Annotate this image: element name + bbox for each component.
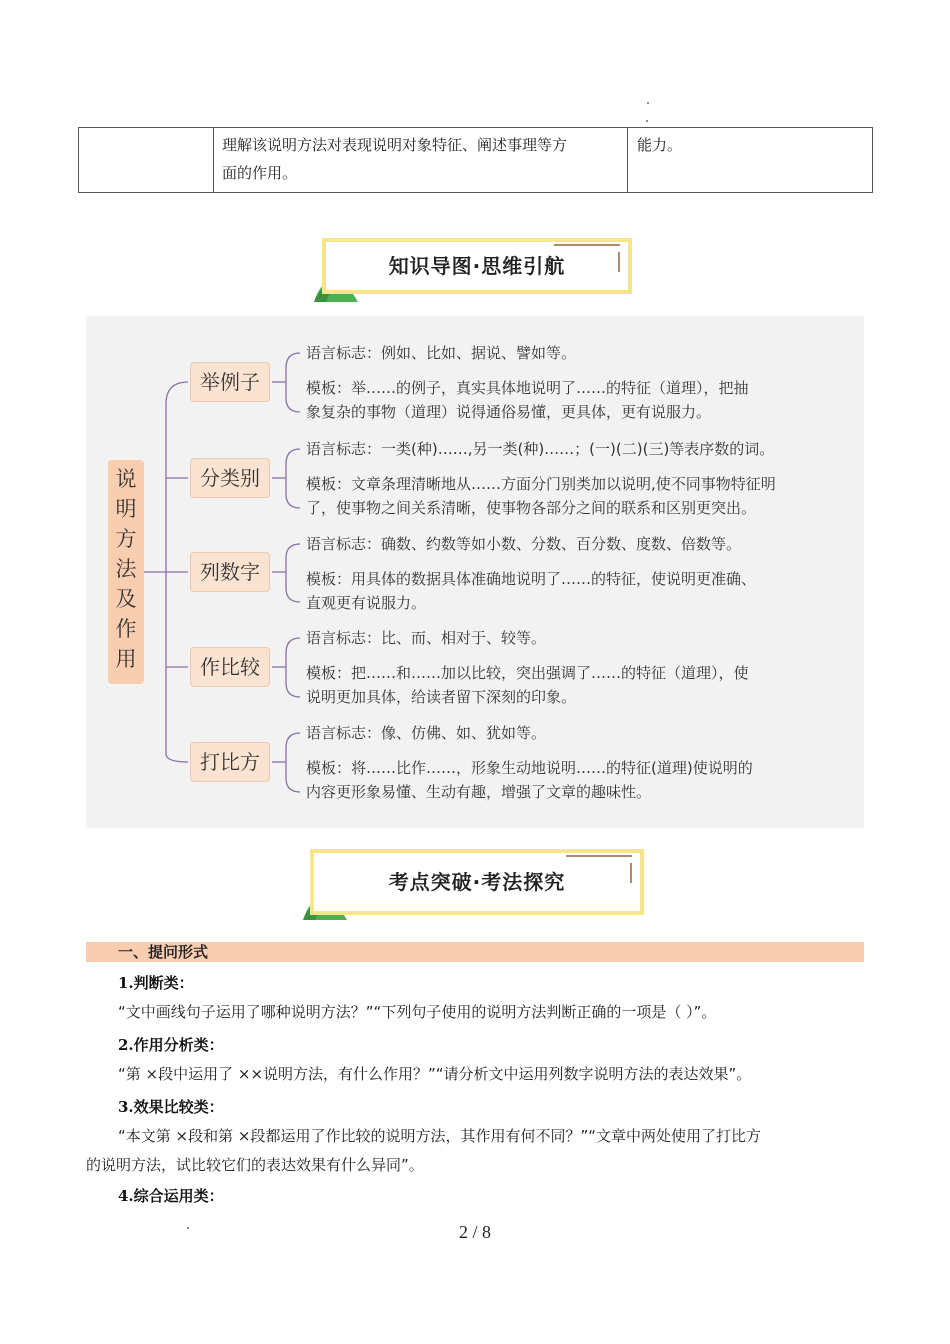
item-heading: 3.效果比较类： xyxy=(118,1098,224,1116)
mind-map-root xyxy=(108,460,144,684)
leaf-marker-line: 语言标志：例如、比如、据说、譬如等。 xyxy=(306,344,577,362)
exam-banner xyxy=(310,849,644,915)
table-cell-content xyxy=(214,128,628,192)
item-text: “第 ×段中运用了 ××说明方法，有什么作用？”“请分析文中运用列数字说明方法的表达效果”。 xyxy=(118,1065,752,1083)
branch-node-metaphor: 打比方 xyxy=(190,742,270,782)
branch-node-numbers: 列数字 xyxy=(190,552,270,592)
speck xyxy=(647,102,649,104)
item-heading: 4.综合运用类： xyxy=(118,1187,224,1205)
root-char: 说 xyxy=(115,467,137,491)
mind-map xyxy=(86,316,864,828)
root-char: 作 xyxy=(115,617,137,641)
leaf-marker-line: 语言标志：一类(种)……,另一类(种)……；(一)(二)(三)等表序数的词。 xyxy=(306,440,775,458)
leaf-template-line: 象复杂的事物（道理）说得通俗易懂，更具体，更有说服力。 xyxy=(306,403,712,421)
branch-node-compare: 作比较 xyxy=(190,647,270,687)
item-text: “本文第 ×段和第 ×段都运用了作比较的说明方法，其作用有何不同？”“文章中两处使用了打比方 xyxy=(118,1127,761,1145)
section-header xyxy=(86,942,864,962)
mindmap-banner xyxy=(322,238,632,294)
branch-leaf xyxy=(306,532,846,615)
banner-title: 知识导图·思维引航 xyxy=(388,254,566,278)
item-heading: 2.作用分析类： xyxy=(118,1036,224,1054)
leaf-template-line: 内容更形象易懂、生动有趣，增强了文章的趣味性。 xyxy=(306,783,652,801)
objectives-table-row xyxy=(78,127,873,193)
leaf-marker-line: 语言标志：像、仿佛、如、犹如等。 xyxy=(306,724,547,742)
item-text: “文中画线句子运用了哪种说明方法？”“下列句子使用的说明方法判断正确的一项是（ ）”。 xyxy=(118,1003,717,1021)
leaf-template-line: 模板：用具体的数据具体准确地说明了……的特征，使说明更准确、 xyxy=(306,570,757,588)
table-cell-line: 面的作用。 xyxy=(222,164,298,182)
leaf-marker-line: 语言标志：确数、约数等如小数、分数、百分数、度数、倍数等。 xyxy=(306,535,742,553)
root-char: 用 xyxy=(115,647,137,671)
item-text: 的说明方法，试比较它们的表达效果有什么异同”。 xyxy=(86,1156,424,1174)
page-number: 2 / 8 xyxy=(458,1222,491,1242)
branch-leaf xyxy=(306,626,846,709)
table-cell-ability: 能力。 xyxy=(637,136,683,154)
banner-title: 考点突破·考法探究 xyxy=(388,870,566,894)
leaf-template-line: 模板：把……和……加以比较，突出强调了……的特征（道理），使 xyxy=(306,664,749,682)
root-char: 法 xyxy=(115,557,137,581)
root-char: 明 xyxy=(115,497,137,521)
table-cell-line: 理解该说明方法对表现说明对象特征、阐述事理等方 xyxy=(222,136,568,154)
section-title: 一、提问形式 xyxy=(118,943,209,961)
branch-leaf xyxy=(306,437,846,520)
leaf-template-line: 模板：将……比作……，形象生动地说明……的特征(道理)使说明的 xyxy=(306,759,753,777)
leaf-template-line: 直观更有说服力。 xyxy=(306,594,427,612)
branch-leaf xyxy=(306,341,846,424)
leaf-template-line: 说明更加具体，给读者留下深刻的印象。 xyxy=(306,688,577,706)
branch-leaf xyxy=(306,721,846,804)
branch-node-example: 举例子 xyxy=(190,362,270,402)
item-heading: 1.判断类： xyxy=(118,974,194,992)
table-cell-empty xyxy=(79,128,214,192)
leaf-marker-line: 语言标志：比、而、相对于、较等。 xyxy=(306,629,547,647)
leaf-template-line: 了，使事物之间关系清晰，使事物各部分之间的联系和区别更突出。 xyxy=(306,499,757,517)
root-char: 方 xyxy=(115,527,137,551)
leaf-template-line: 模板：文章条理清晰地从……方面分门别类加以说明,使不同事物特征明 xyxy=(306,475,776,493)
root-char: 及 xyxy=(115,587,137,611)
leaf-template-line: 模板：举……的例子，真实具体地说明了……的特征（道理），把抽 xyxy=(306,379,749,397)
speck xyxy=(646,120,648,122)
branch-node-classify: 分类别 xyxy=(190,458,270,498)
